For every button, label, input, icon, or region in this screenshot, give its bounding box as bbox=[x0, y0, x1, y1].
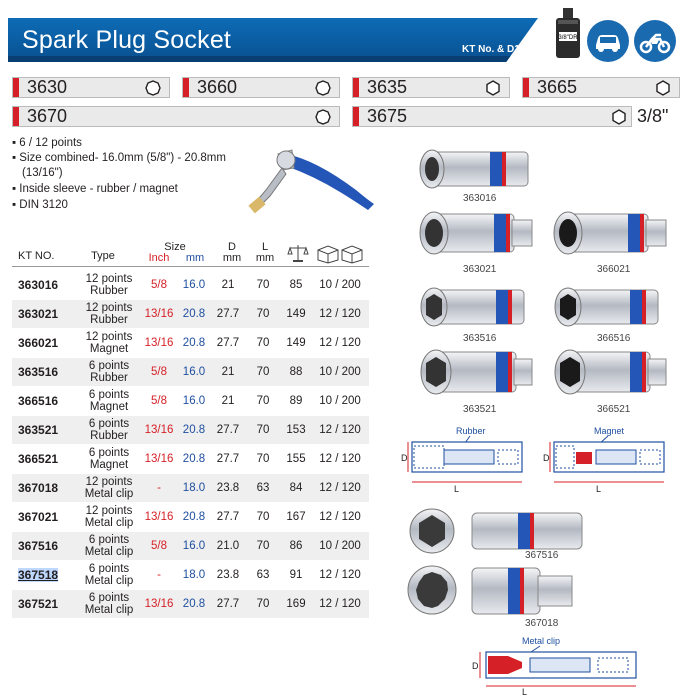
caption-366021: 366021 bbox=[597, 264, 631, 275]
kt-number: 367018 bbox=[18, 481, 59, 495]
table-row bbox=[12, 590, 369, 618]
weight: 85 bbox=[289, 279, 303, 291]
column-header-size: Size bbox=[164, 241, 186, 253]
packing: 10 / 200 bbox=[319, 366, 361, 378]
size-mm: 20.8 bbox=[182, 453, 206, 465]
dim-d: 27.7 bbox=[216, 308, 240, 320]
weight: 155 bbox=[286, 453, 306, 465]
car-icon bbox=[587, 20, 629, 62]
dim-l: 70 bbox=[256, 424, 270, 436]
column-header-d: D bbox=[228, 241, 236, 253]
size-inch: 13/16 bbox=[144, 453, 174, 465]
size-mm: 18.0 bbox=[182, 482, 206, 494]
12-point-icon bbox=[315, 80, 331, 96]
dim-d: 21 bbox=[221, 279, 235, 291]
kt-number: 363021 bbox=[18, 307, 59, 321]
column-header-inch: Inch bbox=[148, 252, 170, 264]
kt-number: 366516 bbox=[18, 394, 59, 408]
dim-l: 70 bbox=[256, 279, 270, 291]
column-header-d-unit: mm bbox=[222, 252, 242, 264]
12-point-icon bbox=[315, 109, 331, 125]
dim-l: 70 bbox=[256, 453, 270, 465]
dim-d: 23.8 bbox=[216, 569, 240, 581]
hexagon-icon bbox=[655, 80, 671, 96]
size-inch: - bbox=[157, 482, 161, 494]
drive-size-icon bbox=[554, 8, 582, 60]
size-mm: 20.8 bbox=[182, 511, 206, 523]
size-mm: 20.8 bbox=[182, 308, 206, 320]
size-mm: 16.0 bbox=[182, 540, 206, 552]
packing: 12 / 120 bbox=[319, 569, 361, 581]
model-tag-3665: 3665 bbox=[522, 77, 680, 98]
size-mm: 18.0 bbox=[182, 569, 206, 581]
bullet-list-item: ▪ Inside sleeve - rubber / magnet bbox=[12, 183, 178, 195]
size-inch: 13/16 bbox=[144, 308, 174, 320]
dim-l: 70 bbox=[256, 308, 270, 320]
caption-367516: 367516 bbox=[525, 550, 559, 561]
size-inch: 13/16 bbox=[144, 598, 174, 610]
dim-l: 70 bbox=[256, 598, 270, 610]
column-header-kt: KT NO. bbox=[18, 250, 55, 262]
bullet-list-item: ▪ 6 / 12 points bbox=[12, 137, 82, 149]
dim-l: 63 bbox=[256, 569, 270, 581]
size-mm: 16.0 bbox=[182, 395, 206, 407]
kt-label: KT No. & D1 bbox=[462, 44, 520, 55]
kt-number: 367516 bbox=[18, 539, 59, 553]
caption-363021: 363021 bbox=[463, 264, 497, 275]
dim-l: 70 bbox=[256, 366, 270, 378]
caption-363016: 363016 bbox=[463, 193, 497, 204]
weight: 91 bbox=[289, 569, 303, 581]
socket-image-363016 bbox=[412, 146, 538, 192]
table-row bbox=[12, 561, 369, 589]
kt-number[interactable]: 367518 bbox=[18, 568, 59, 582]
type-cell: 6 points Metal clip bbox=[84, 563, 134, 587]
size-inch: 5/8 bbox=[151, 279, 167, 291]
kt-number: 363521 bbox=[18, 423, 59, 437]
dim-l: 70 bbox=[256, 511, 270, 523]
socket-image-366521 bbox=[546, 346, 674, 398]
column-header-mm: mm bbox=[185, 252, 205, 264]
bullet-list-item: ▪ Size combined- 16.0mm (5/8") - 20.8mm bbox=[12, 152, 226, 164]
dim-l: 70 bbox=[256, 395, 270, 407]
drive-size-label: 3/8"DR bbox=[558, 35, 578, 41]
dim-d-label: D bbox=[472, 661, 479, 671]
dim-l-label: L bbox=[454, 484, 460, 494]
size-inch: - bbox=[157, 569, 161, 581]
dim-d-label: D bbox=[543, 453, 550, 463]
model-tag-3675: 3675 bbox=[352, 106, 632, 127]
table-row bbox=[12, 503, 369, 531]
table-row bbox=[12, 387, 369, 415]
socket-image-367018 bbox=[400, 562, 670, 620]
rubber-label: Rubber bbox=[456, 426, 486, 436]
column-header-type: Type bbox=[91, 250, 115, 262]
type-cell: 6 points Rubber bbox=[88, 418, 130, 442]
dim-d: 21.0 bbox=[216, 540, 240, 552]
weight: 84 bbox=[289, 482, 303, 494]
packing: 12 / 120 bbox=[319, 511, 361, 523]
magnet-cross-section-diagram bbox=[542, 424, 672, 496]
table-row bbox=[12, 358, 369, 386]
bullet-list-item: ▪ DIN 3120 bbox=[12, 199, 68, 211]
size-inch: 13/16 bbox=[144, 337, 174, 349]
packing: 12 / 120 bbox=[319, 598, 361, 610]
package-boxes-icon bbox=[316, 242, 364, 264]
dim-l: 70 bbox=[256, 337, 270, 349]
caption-367018: 367018 bbox=[525, 618, 559, 629]
kt-number: 366521 bbox=[18, 452, 59, 466]
packing: 12 / 120 bbox=[319, 308, 361, 320]
magnet-label: Magnet bbox=[594, 426, 625, 436]
size-mm: 20.8 bbox=[182, 598, 206, 610]
dim-d: 27.7 bbox=[216, 453, 240, 465]
size-mm: 16.0 bbox=[182, 279, 206, 291]
packing: 10 / 200 bbox=[319, 395, 361, 407]
motorcycle-icon bbox=[634, 20, 676, 62]
model-tag-3660: 3660 bbox=[182, 77, 340, 98]
model-tag-3635: 3635 bbox=[352, 77, 510, 98]
size-mm: 20.8 bbox=[182, 424, 206, 436]
drive-size-text: 3/8" bbox=[637, 106, 669, 126]
packing: 10 / 200 bbox=[319, 540, 361, 552]
weight-scale-icon bbox=[287, 242, 309, 264]
type-cell: 6 points Rubber bbox=[88, 360, 130, 384]
size-mm: 20.8 bbox=[182, 337, 206, 349]
model-tag-3630: 3630 bbox=[12, 77, 170, 98]
type-cell: 12 points Rubber bbox=[85, 302, 133, 326]
header-divider bbox=[12, 266, 369, 267]
table-row bbox=[12, 271, 369, 299]
kt-number: 363516 bbox=[18, 365, 59, 379]
hexagon-icon bbox=[485, 80, 501, 96]
packing: 10 / 200 bbox=[319, 279, 361, 291]
dim-l-label: L bbox=[522, 687, 528, 696]
12-point-icon bbox=[145, 80, 161, 96]
weight: 86 bbox=[289, 540, 303, 552]
packing: 12 / 120 bbox=[319, 482, 361, 494]
socket-image-363021 bbox=[412, 208, 540, 258]
model-tag-3670: 3670 bbox=[12, 106, 340, 127]
weight: 169 bbox=[286, 598, 306, 610]
table-row bbox=[12, 300, 369, 328]
socket-image-366516 bbox=[546, 284, 674, 330]
type-cell: 6 points Metal clip bbox=[84, 534, 134, 558]
metal-clip-label: Metal clip bbox=[522, 636, 561, 646]
table-row bbox=[12, 329, 369, 357]
weight: 167 bbox=[286, 511, 306, 523]
type-cell: 12 points Magnet bbox=[85, 331, 133, 355]
type-cell: 12 points Rubber bbox=[85, 273, 133, 297]
packing: 12 / 120 bbox=[319, 337, 361, 349]
kt-number: 363016 bbox=[18, 278, 59, 292]
dim-l: 70 bbox=[256, 540, 270, 552]
caption-366516: 366516 bbox=[597, 333, 631, 344]
caption-363516: 363516 bbox=[463, 333, 497, 344]
page-title: Spark Plug Socket bbox=[22, 26, 232, 54]
ratchet-wrench-image bbox=[246, 140, 382, 214]
socket-image-363516 bbox=[412, 284, 540, 330]
dim-l-label: L bbox=[596, 484, 602, 494]
weight: 88 bbox=[289, 366, 303, 378]
weight: 149 bbox=[286, 337, 306, 349]
kt-number: 367021 bbox=[18, 510, 59, 524]
table-row bbox=[12, 445, 369, 473]
dim-d-label: D bbox=[401, 453, 408, 463]
caption-363521: 363521 bbox=[463, 404, 497, 415]
weight: 149 bbox=[286, 308, 306, 320]
bullet-list-item-continued: (13/16") bbox=[22, 167, 63, 179]
hexagon-icon bbox=[611, 109, 627, 125]
type-cell: 12 points Metal clip bbox=[84, 476, 134, 500]
kt-number: 367521 bbox=[18, 597, 59, 611]
dim-d: 27.7 bbox=[216, 337, 240, 349]
dim-l: 63 bbox=[256, 482, 270, 494]
type-cell: 12 points Metal clip bbox=[84, 505, 134, 529]
dim-d: 27.7 bbox=[216, 598, 240, 610]
column-header-l: L bbox=[261, 241, 269, 253]
column-header-l-unit: mm bbox=[255, 252, 275, 264]
table-row bbox=[12, 416, 369, 444]
weight: 89 bbox=[289, 395, 303, 407]
dim-d: 21 bbox=[221, 366, 235, 378]
kt-number: 366021 bbox=[18, 336, 59, 350]
dim-d: 27.7 bbox=[216, 511, 240, 523]
dim-d: 27.7 bbox=[216, 424, 240, 436]
type-cell: 6 points Magnet bbox=[88, 389, 130, 413]
metal-clip-cross-section-diagram bbox=[470, 634, 680, 696]
packing: 12 / 120 bbox=[319, 453, 361, 465]
size-inch: 5/8 bbox=[151, 395, 167, 407]
caption-366521: 366521 bbox=[597, 404, 631, 415]
table-row bbox=[12, 532, 369, 560]
size-inch: 13/16 bbox=[144, 424, 174, 436]
size-mm: 16.0 bbox=[182, 366, 206, 378]
table-row bbox=[12, 474, 369, 502]
packing: 12 / 120 bbox=[319, 424, 361, 436]
type-cell: 6 points Metal clip bbox=[84, 592, 134, 616]
size-inch: 5/8 bbox=[151, 540, 167, 552]
dim-d: 23.8 bbox=[216, 482, 240, 494]
socket-image-363521 bbox=[412, 346, 540, 398]
dim-d: 21 bbox=[221, 395, 235, 407]
weight: 153 bbox=[286, 424, 306, 436]
type-cell: 6 points Magnet bbox=[88, 447, 130, 471]
size-inch: 13/16 bbox=[144, 511, 174, 523]
rubber-cross-section-diagram bbox=[400, 424, 530, 496]
size-inch: 5/8 bbox=[151, 366, 167, 378]
socket-image-366021 bbox=[546, 208, 674, 258]
